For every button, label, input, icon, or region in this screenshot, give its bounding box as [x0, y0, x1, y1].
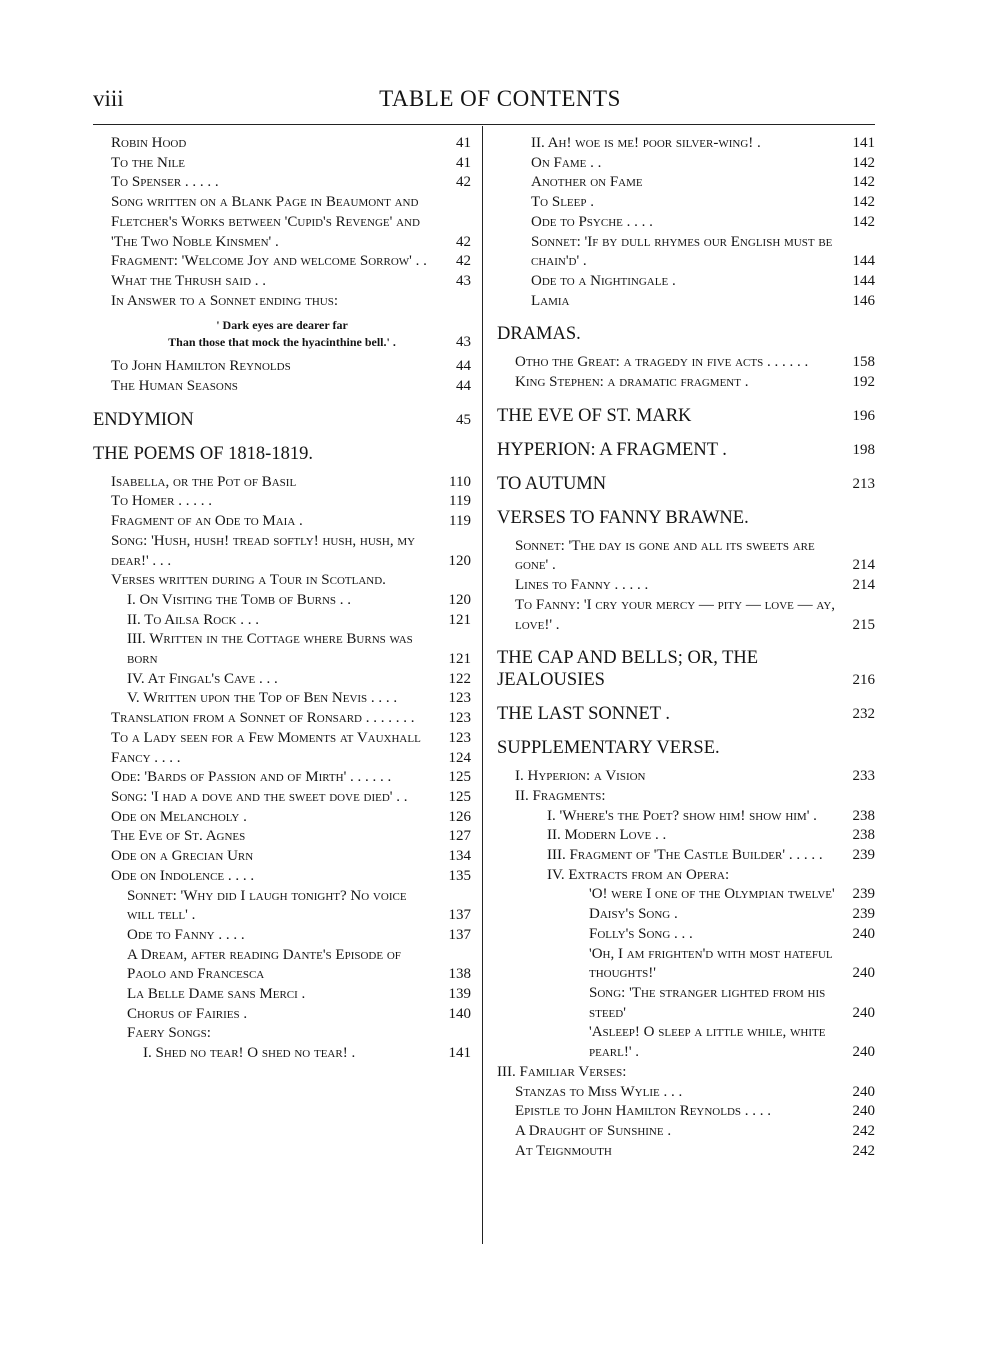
entry-page: 239	[852, 886, 875, 903]
toc-entry	[497, 866, 875, 886]
section-title: THE CAP AND BELLS; OR, THE JEALOUSIES	[497, 648, 759, 691]
toc-entry	[497, 1142, 875, 1162]
entry-title: Verses written during a Tour in Scotland.	[111, 572, 386, 589]
entry-title: I. On Visiting the Tomb of Burns . .	[127, 591, 352, 608]
entry-page: 239	[852, 906, 875, 923]
entry-title: 'O! were I one of the Olympian twelve'	[589, 886, 835, 903]
toc-entry	[93, 670, 471, 690]
entry-page: 43	[456, 272, 471, 289]
toc-entry	[93, 377, 471, 397]
entry-page: 119	[449, 493, 471, 510]
quote-entry	[93, 317, 471, 351]
entry-title: Ode to Psyche . . . .	[531, 213, 653, 230]
entry-page: 240	[852, 1103, 875, 1120]
entry-title: Otho the Great: a tragedy in five acts . . . . . .	[515, 354, 809, 371]
entry-title: To the Nile	[111, 154, 185, 171]
entry-page: 125	[448, 769, 471, 786]
toc-entry	[93, 847, 471, 867]
entry-title: At Teignmouth	[515, 1142, 612, 1159]
entry-page: 239	[852, 847, 875, 864]
toc-entry	[497, 767, 875, 787]
entry-title: Ode to a Nightingale .	[531, 272, 676, 289]
entry-page: 139	[448, 986, 471, 1003]
entry-page: 141	[448, 1045, 471, 1062]
entry-page: 45	[456, 411, 471, 428]
entry-page: 121	[448, 611, 471, 628]
entry-page: 127	[448, 828, 471, 845]
toc-entry	[93, 611, 471, 631]
toc-entry	[93, 357, 471, 377]
entry-title: Stanzas to Miss Wylie . . .	[515, 1083, 683, 1100]
header-rule	[93, 124, 875, 125]
entry-title: The Human Seasons	[111, 378, 238, 395]
entry-page: 123	[448, 690, 471, 707]
toc-entry	[497, 945, 875, 984]
contents-column-left	[93, 134, 471, 1064]
section-heading	[497, 703, 875, 725]
toc-entry	[93, 729, 471, 749]
entry-page: 41	[456, 154, 471, 171]
entry-title: Lamia	[531, 292, 570, 309]
entry-title: King Stephen: a dramatic fragment .	[515, 374, 749, 391]
toc-entry	[93, 887, 471, 926]
entry-title: Ode on Melancholy .	[111, 808, 247, 825]
entry-page: 43	[456, 334, 471, 351]
section-title: SUPPLEMENTARY VERSE.	[497, 738, 720, 759]
entry-page: 140	[448, 1005, 471, 1022]
entry-page: 137	[448, 926, 471, 943]
entry-title: Song written on a Blank Page in Beaumont and Fletcher's Works between 'Cupid's Revenge' and 'The Two Noble Kinsmen' .	[111, 194, 420, 250]
toc-entry	[497, 576, 875, 596]
entry-page: 137	[448, 907, 471, 924]
entry-title: La Belle Dame sans Merci .	[127, 986, 306, 1003]
entry-title: I. 'Where's the Poet? show him! show him' .	[547, 807, 817, 824]
entry-title: III. Written in the Cottage where Burns was born	[127, 631, 413, 668]
entry-title: 'Asleep! O sleep a little while, white pearl!' .	[589, 1024, 826, 1061]
entry-title: IV. At Fingal's Cave . . .	[127, 670, 278, 687]
entry-page: 146	[852, 292, 875, 309]
toc-entry	[93, 512, 471, 532]
toc-entry	[497, 984, 875, 1023]
page-title: TABLE OF CONTENTS	[379, 86, 621, 111]
section-title: THE LAST SONNET .	[497, 704, 671, 725]
toc-entry	[497, 925, 875, 945]
entry-title: Song: 'Hush, hush! tread softly! hush, hush, my dear!' . . .	[111, 532, 416, 569]
entry-page: 238	[852, 827, 875, 844]
entry-page: 120	[448, 552, 471, 569]
entry-title: Faery Songs:	[127, 1025, 211, 1042]
toc-entry	[497, 233, 875, 272]
page-header	[0, 0, 1000, 120]
toc-entry	[497, 1023, 875, 1062]
entry-title: V. Written upon the Top of Ben Nevis . . . .	[127, 690, 398, 707]
entry-page: 233	[852, 768, 875, 785]
toc-entry	[93, 272, 471, 292]
entry-title: In Answer to a Sonnet ending thus:	[111, 292, 339, 309]
toc-entry	[497, 154, 875, 174]
toc-entry	[93, 193, 471, 252]
entry-title: Fragment: 'Welcome Joy and welcome Sorrow' . .	[111, 253, 427, 270]
entry-page: 135	[448, 867, 471, 884]
contents-column-right	[497, 134, 875, 1161]
section-title: THE EVE OF ST. MARK	[497, 405, 692, 426]
entry-title: Another on Fame	[531, 174, 643, 191]
section-heading	[497, 439, 875, 461]
entry-title: II. Modern Love . .	[547, 827, 667, 844]
entry-page: 42	[456, 174, 471, 191]
entry-title: II. To Ailsa Rock . . .	[127, 611, 260, 628]
entry-page: 141	[852, 135, 875, 151]
toc-entry	[93, 946, 471, 985]
toc-entry	[93, 1005, 471, 1025]
entry-page: 110	[449, 473, 471, 490]
entry-title: Ode on a Grecian Urn	[111, 848, 254, 865]
entry-title: 'Oh, I am frighten'd with most hateful thoughts!'	[589, 945, 833, 982]
entry-title: Translation from a Sonnet of Ronsard . . . . . . .	[111, 710, 415, 727]
entry-title: Song: 'The stranger lighted from his steed'	[589, 984, 826, 1021]
toc-entry	[93, 134, 471, 154]
entry-page: 238	[852, 807, 875, 824]
toc-entry	[497, 885, 875, 905]
toc-entry	[497, 373, 875, 393]
quote-line: ' Dark eyes are dearer far	[216, 318, 348, 333]
entry-title: III. Fragment of 'The Castle Builder' . . . . .	[547, 847, 823, 864]
entry-title: A Draught of Sunshine .	[515, 1122, 672, 1139]
section-heading	[497, 647, 875, 691]
entry-page: 42	[456, 233, 471, 250]
toc-entry	[497, 292, 875, 312]
entry-page: 121	[448, 651, 471, 668]
toc-entry	[93, 926, 471, 946]
entry-title: Sonnet: 'The day is gone and all its sweets are gone' .	[515, 537, 815, 574]
toc-entry	[93, 808, 471, 828]
entry-page: 214	[852, 577, 875, 594]
entry-title: Daisy's Song .	[589, 906, 678, 923]
toc-entry	[93, 709, 471, 729]
entry-page: 214	[852, 557, 875, 574]
entry-title: Robin Hood	[111, 135, 187, 151]
entry-title: II. Fragments:	[515, 787, 606, 804]
toc-entry	[497, 173, 875, 193]
entry-title: Chorus of Fairies .	[127, 1005, 248, 1022]
toc-entry	[497, 272, 875, 292]
entry-title: Isabella, or the Pot of Basil	[111, 473, 297, 490]
toc-entry	[93, 252, 471, 272]
page-number: viii	[93, 86, 124, 111]
entry-page: 196	[852, 407, 875, 424]
entry-title: Epistle to John Hamilton Reynolds . . . .	[515, 1103, 772, 1120]
section-title: VERSES TO FANNY BRAWNE.	[497, 507, 749, 528]
entry-page: 240	[852, 965, 875, 982]
entry-page: 123	[448, 729, 471, 746]
entry-page: 215	[852, 616, 875, 633]
toc-entry	[93, 1024, 471, 1044]
entry-title: Lines to Fanny . . . . .	[515, 577, 649, 594]
toc-entry	[93, 867, 471, 887]
toc-entry	[497, 596, 875, 635]
entry-page: 192	[852, 374, 875, 391]
entry-page: 240	[852, 925, 875, 942]
entry-page: 125	[448, 788, 471, 805]
entry-title: What the Thrush said . .	[111, 272, 267, 289]
entry-title: Ode on Indolence . . . .	[111, 867, 255, 884]
entry-title: I. Shed no tear! O shed no tear! .	[143, 1045, 356, 1062]
section-title: THE POEMS OF 1818-1819.	[93, 443, 313, 464]
entry-title: IV. Extracts from an Opera:	[547, 866, 730, 883]
toc-entry	[93, 492, 471, 512]
entry-page: 213	[852, 475, 875, 492]
entry-page: 119	[449, 513, 471, 530]
entry-title: The Eve of St. Agnes	[111, 828, 246, 845]
toc-entry	[93, 571, 471, 591]
entry-page: 158	[852, 354, 875, 371]
entry-page: 144	[852, 272, 875, 289]
entry-title: Folly's Song . . .	[589, 925, 693, 942]
entry-page: 42	[456, 253, 471, 270]
section-heading	[93, 443, 471, 465]
toc-entry	[93, 788, 471, 808]
entry-page: 124	[448, 749, 471, 766]
toc-entry	[93, 827, 471, 847]
entry-title: To a Lady seen for a Few Moments at Vauxhall	[111, 729, 421, 746]
toc-entry	[497, 905, 875, 925]
entry-title: Fragment of an Ode to Maia .	[111, 513, 303, 530]
toc-entry	[93, 173, 471, 193]
entry-title: To John Hamilton Reynolds	[111, 358, 291, 375]
entry-page: 216	[852, 672, 875, 689]
entry-page: 240	[852, 1083, 875, 1100]
quote-line: Than those that mock the hyacinthine bell.' .	[168, 335, 396, 350]
entry-title: Sonnet: 'If by dull rhymes our English must be chain'd' .	[531, 233, 833, 270]
toc-entry	[93, 591, 471, 611]
section-heading	[93, 409, 471, 431]
entry-title: To Sleep .	[531, 194, 594, 211]
entry-page: 126	[448, 808, 471, 825]
toc-entry	[93, 473, 471, 493]
toc-entry	[93, 154, 471, 174]
toc-entry	[93, 689, 471, 709]
entry-title: I. Hyperion: a Vision	[515, 768, 646, 785]
toc-entry	[93, 768, 471, 788]
toc-entry	[497, 826, 875, 846]
toc-entry	[497, 846, 875, 866]
section-title: DRAMAS.	[497, 324, 581, 345]
section-title: HYPERION: A FRAGMENT .	[497, 439, 727, 460]
entry-page: 242	[852, 1122, 875, 1139]
entry-page: 44	[456, 358, 471, 375]
section-heading	[497, 323, 875, 345]
section-heading	[497, 737, 875, 759]
entry-title: A Dream, after reading Dante's Episode of Paolo and Francesca	[127, 946, 401, 983]
entry-title: III. Familiar Verses:	[497, 1063, 627, 1080]
column-divider	[482, 126, 483, 1244]
toc-entry	[497, 807, 875, 827]
toc-entry	[497, 193, 875, 213]
entry-page: 232	[852, 706, 875, 723]
toc-entry	[497, 1122, 875, 1142]
entry-page: 120	[448, 591, 471, 608]
toc-entry	[497, 213, 875, 233]
entry-page: 240	[852, 1044, 875, 1061]
entry-title: Song: 'I had a dove and the sweet dove died' . .	[111, 788, 408, 805]
entry-title: To Fanny: 'I cry your mercy — pity — love — ay, love!' .	[515, 596, 836, 633]
entry-page: 122	[448, 670, 471, 687]
section-heading	[497, 507, 875, 529]
entry-page: 138	[448, 966, 471, 983]
toc-entry	[497, 353, 875, 373]
entry-title: Fancy . . . .	[111, 749, 181, 766]
section-heading	[497, 473, 875, 495]
toc-entry	[497, 1102, 875, 1122]
entry-title: To Homer . . . . .	[111, 493, 212, 510]
toc-entry	[497, 1083, 875, 1103]
section-title: ENDYMION	[93, 409, 194, 430]
entry-page: 240	[852, 1004, 875, 1021]
entry-page: 142	[852, 213, 875, 230]
entry-title: To Spenser . . . . .	[111, 174, 219, 191]
entry-title: Ode to Fanny . . . .	[127, 926, 245, 943]
toc-entry	[93, 630, 471, 669]
entry-title: II. Ah! woe is me! poor silver-wing! .	[531, 135, 761, 151]
entry-page: 142	[852, 154, 875, 171]
toc-entry	[93, 1044, 471, 1064]
section-title: TO AUTUMN	[497, 473, 607, 494]
toc-entry	[93, 749, 471, 769]
entry-title: Ode: 'Bards of Passion and of Mirth' . . . . . .	[111, 769, 392, 786]
entry-page: 242	[852, 1142, 875, 1159]
entry-page: 142	[852, 194, 875, 211]
toc-entry	[497, 537, 875, 576]
entry-title: On Fame . .	[531, 154, 602, 171]
toc-entry	[93, 985, 471, 1005]
section-heading	[497, 405, 875, 427]
entry-page: 142	[852, 174, 875, 191]
toc-entry	[93, 292, 471, 312]
entry-page: 123	[448, 710, 471, 727]
toc-entry	[497, 1063, 875, 1083]
entry-page: 41	[456, 135, 471, 151]
entry-page: 44	[456, 378, 471, 395]
entry-page: 134	[448, 848, 471, 865]
toc-entry	[497, 787, 875, 807]
toc-entry	[93, 532, 471, 571]
entry-title: Sonnet: 'Why did I laugh tonight? No voice will tell' .	[127, 887, 407, 924]
toc-entry	[497, 134, 875, 154]
entry-page: 144	[852, 253, 875, 270]
entry-page: 198	[852, 441, 875, 458]
